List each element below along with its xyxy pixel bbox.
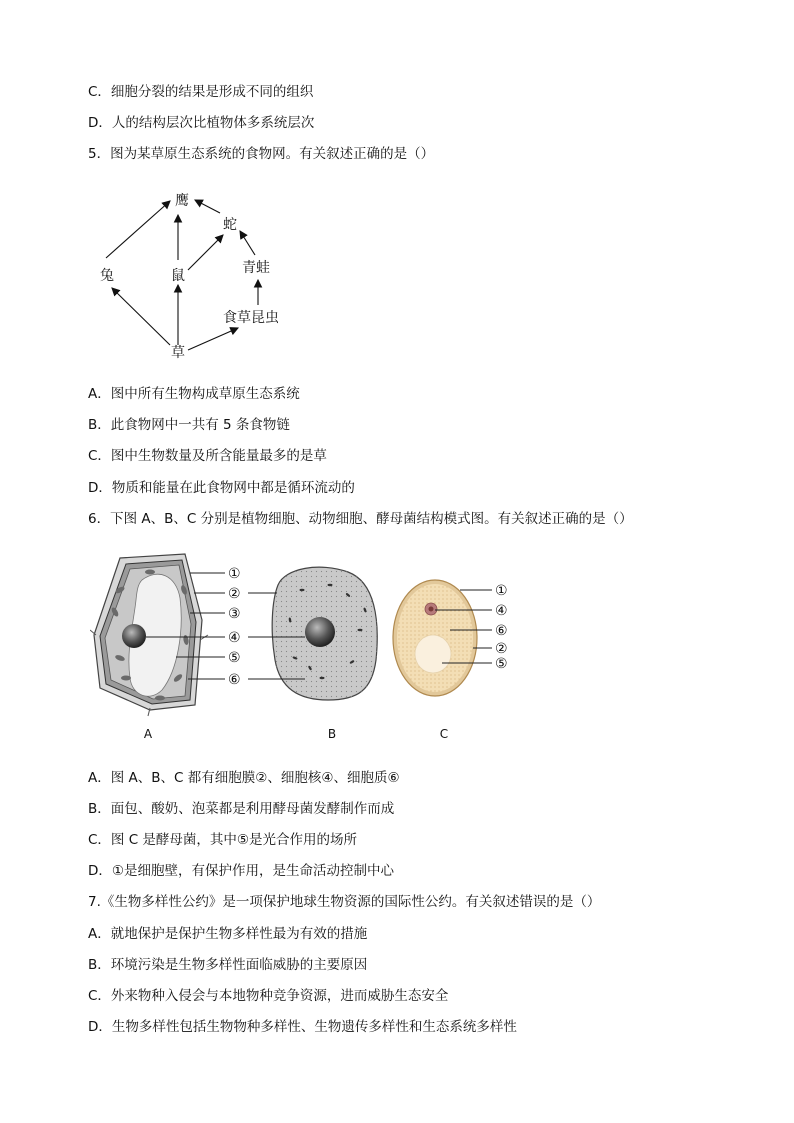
q5-stem: 5．图为某草原生态系统的食物网。有关叙述正确的是（）	[88, 146, 435, 162]
q4-option-d: D．人的结构层次比植物体多系统层次	[88, 115, 315, 131]
label-a-1: ①	[228, 566, 241, 582]
node-frog: 青蛙	[242, 260, 270, 276]
label-c-2: ②	[495, 641, 508, 657]
food-web-diagram	[90, 185, 300, 365]
q7-option-b: B．环境污染是生物多样性面临威胁的主要原因	[88, 957, 368, 973]
arrow-grass-insect	[188, 328, 238, 350]
q7-option-d: D．生物多样性包括生物物种多样性、生物遗传多样性和生态系统多样性	[88, 1019, 517, 1035]
q7-option-a: A．就地保护是保护生物多样性最为有效的措施	[88, 926, 368, 942]
q5-option-c: C．图中生物数量及所含能量最多的是草	[88, 448, 327, 464]
node-mouse: 鼠	[171, 268, 185, 284]
animal-cell	[272, 567, 377, 700]
label-a-4: ④	[228, 630, 241, 646]
node-snake: 蛇	[223, 217, 237, 233]
q4-option-c: C．细胞分裂的结果是形成不同的组织	[88, 84, 314, 100]
q6-option-c: C．图 C 是酵母菌，其中⑤是光合作用的场所	[88, 832, 358, 848]
plant-cell	[90, 554, 208, 716]
q5-option-b: B．此食物网中一共有 5 条食物链	[88, 417, 290, 433]
node-grass: 草	[171, 345, 185, 361]
q7-stem: 7.《生物多样性公约》是一项保护地球生物资源的国际性公约。有关叙述错误的是（）	[88, 894, 601, 910]
arrow-rabbit-eagle	[106, 201, 170, 258]
label-a-3: ③	[228, 606, 241, 622]
q6-option-d: D．①是细胞壁，有保护作用，是生命活动控制中心	[88, 863, 394, 879]
label-c-1: ①	[495, 583, 508, 599]
label-a-6: ⑥	[228, 672, 241, 688]
arrow-snake-eagle	[195, 200, 220, 213]
node-rabbit: 兔	[100, 268, 114, 284]
caption-b: B	[327, 727, 337, 741]
arrow-mouse-snake	[188, 235, 223, 270]
arrow-grass-rabbit	[112, 288, 170, 345]
label-c-4: ④	[495, 603, 508, 619]
q6-stem: 6．下图 A、B、C 分别是植物细胞、动物细胞、酵母菌结构模式图。有关叙述正确的是（）	[88, 511, 633, 527]
node-insect: 食草昆虫	[223, 310, 279, 326]
caption-c: C	[439, 727, 449, 741]
node-eagle: 鹰	[175, 193, 189, 209]
q6-option-b: B．面包、酸奶、泡菜都是利用酵母菌发酵制作而成	[88, 801, 395, 817]
cell-diagrams	[90, 550, 530, 750]
q5-option-d: D．物质和能量在此食物网中都是循环流动的	[88, 480, 355, 496]
label-a-2: ②	[228, 586, 241, 602]
label-c-5: ⑤	[495, 656, 508, 672]
q7-option-c: C．外来物种入侵会与本地物种竞争资源，进而威胁生态安全	[88, 988, 449, 1004]
caption-a: A	[143, 727, 153, 741]
arrow-frog-snake	[240, 231, 255, 255]
label-a-5: ⑤	[228, 650, 241, 666]
yeast-cell	[393, 580, 477, 696]
q6-option-a: A．图 A、B、C 都有细胞膜②、细胞核④、细胞质⑥	[88, 770, 400, 786]
q5-option-a: A．图中所有生物构成草原生态系统	[88, 386, 300, 402]
label-c-6: ⑥	[495, 623, 508, 639]
